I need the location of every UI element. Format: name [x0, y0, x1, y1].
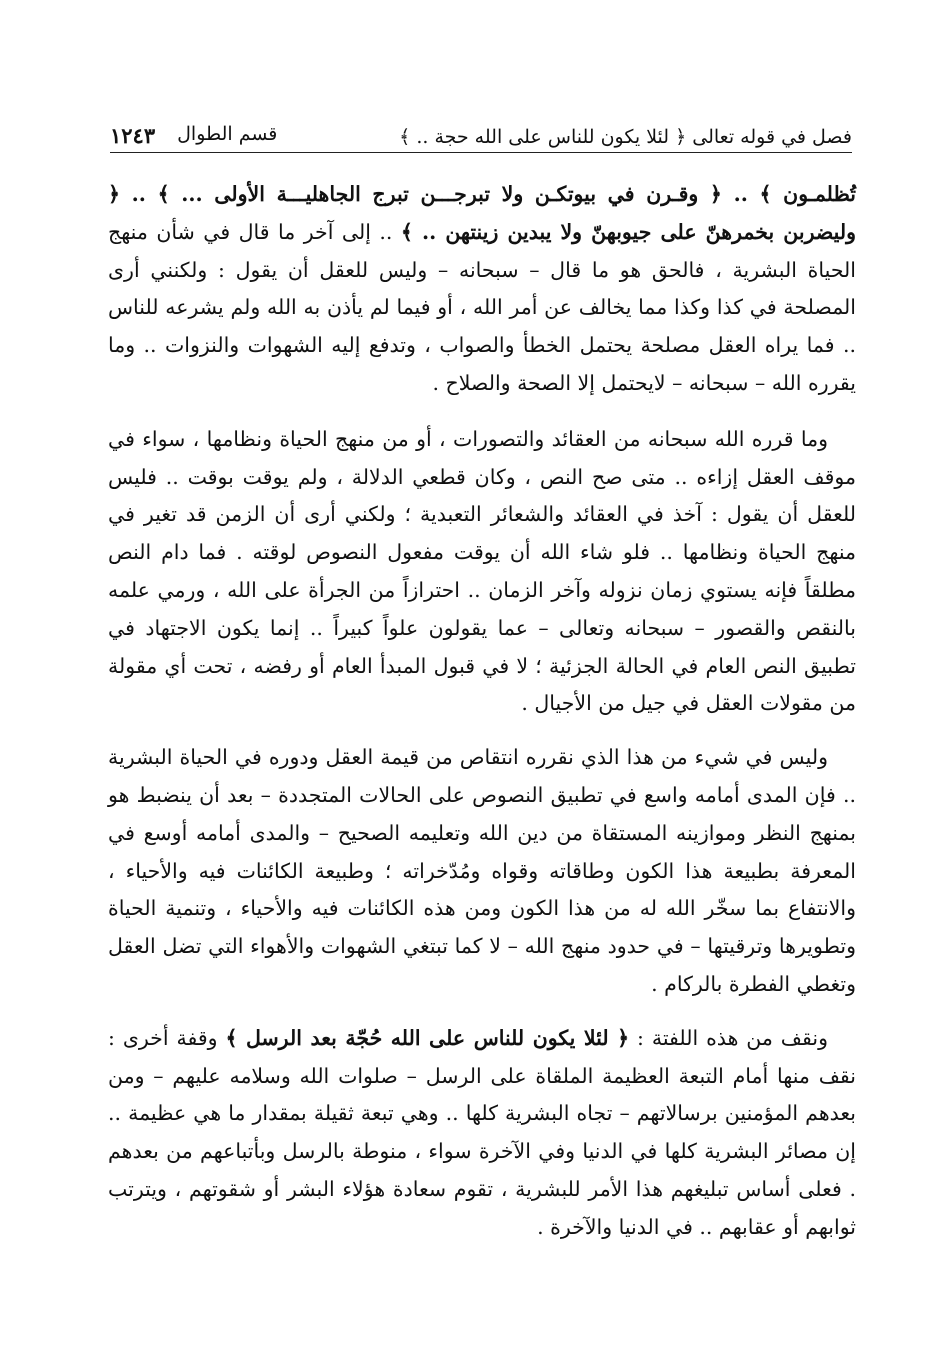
paragraph-3	[108, 739, 856, 1004]
paragraph-text: .. إلى آخر ما قال في شأن منهج الحياة البشرية ، فالحق هو ما قال – سبحانه – وليس للعقل أن يقول : ولكنني أرى المصلحة في كذا وكذا مما يخالف عن أمر الله ، أو فيما لم يأذن به الله ولم يشرعه للناس .. فما يراه العقل مصلحة يحتمل الخطأ والصواب ، وتدفع إليه الشهوات والنزوات .. وما يقرره الله – سبحانه – لايحتمل إلا الصحة والصلاح .	[108, 219, 856, 395]
header-section: قسم الطوال	[177, 123, 278, 145]
header-rule	[110, 152, 852, 153]
paragraph-text: وقفة أخرى : نقف منها أمام التبعة العظيمة الملقاة على الرسل – صلوات الله وسلامه عليهم – ومن بعدهم المؤمنين برسالاتهم – تجاه البشرية كلها .. وهي تبعة ثقيلة بمقدار ما هي عظيمة .. إن مصائر البشرية كلها في الدنيا وفي الآخرة سواء ، منوطة بالرسل وبأتباعهم من بعدهم . فعلى أساس تبليغهم هذا الأمر للبشرية ، تقوم سعادة هؤلاء البشر أو شقوتهم ، ويترتب ثوابهم أو عقابهم .. في الدنيا والآخرة .	[108, 1025, 856, 1239]
paragraph-4	[108, 1020, 856, 1247]
paragraph-1	[108, 176, 856, 403]
header-section-block	[110, 123, 277, 148]
body-text	[108, 176, 856, 1263]
page-number: ١٢٤٣	[110, 123, 156, 148]
paragraph-text: وليس في شيء من هذا الذي نقرره انتقاص من قيمة العقل ودوره في الحياة البشرية .. فإن المدى أمامه واسع في تطبيق النصوص على الحالات المتجددة – بعد أن ينضبط هو بمنهج النظر وموازينه المستقاة من دين الله وتعليمه الصحيح – والمدى أمامه أوسع في المعرفة بطبيعة هذا الكون وطاقاته وقواه ومُدّخراته ؛ وطبيعة الكائنات فيه والأحياء ، والانتفاع بما سخّر الله له من هذا الكون ومن هذه الكائنات فيه والأحياء ، وتنمية الحياة وتطويرها وترقيتها – في حدود منهج الله – لا كما تبتغي الشهوات والأهواء التي تضل العقل وتغطي الفطرة بالركام .	[108, 745, 856, 996]
running-header	[110, 112, 852, 148]
paragraph-2	[108, 421, 856, 723]
header-title: فصل في قوله تعالى ﴿ لئلا يكون للناس على الله حجة .. ﴾	[399, 126, 852, 148]
paragraph-text: ونقف من هذه اللفتة :	[629, 1025, 828, 1050]
quran-quote: تُظلمـون ﴾ .. ﴿ وقـرن في بيوتكـن ولا تبرجـــن تبرج الجاهليـــة الأولى ... ﴾ .. ﴿ وليضربن بخمرهنّ على جيوبهنّ ولا يبدين زينتهن .. ﴾	[108, 182, 856, 244]
paragraph-text: وما قرره الله سبحانه من العقائد والتصورات ، أو من منهج الحياة ونظامها ، سواء في موقف العقل إزاءه .. متى صح النص ، وكان قطعي الدلالة ، ولم يوقت بوقت .. فليس للعقل أن يقول : آخذ في العقائد والشعائر التعبدية ؛ ولكني أرى أن الزمن قد تغير في منهج الحياة ونظامها .. فلو شاء الله أن يوقت مفعول النصوص لوقته . فما دام النص مطلقاً فإنه يستوي زمان نزوله وآخر الزمان .. احترازاً من الجرأة على الله ، ورمي علمه بالنقص والقصور – سبحانه وتعالى – عما يقولون علواً كبيراً .. إنما يكون الاجتهاد في تطبيق النص العام في الحالة الجزئية ؛ لا في قبول المبدأ العام أو رفضه ، تحت أي مقولة من مقولات العقل في جيل من الأجيال .	[108, 426, 856, 716]
quran-quote: ﴿ لئلا يكون للناس على الله حُجّة بعد الرسل ﴾	[225, 1025, 630, 1050]
